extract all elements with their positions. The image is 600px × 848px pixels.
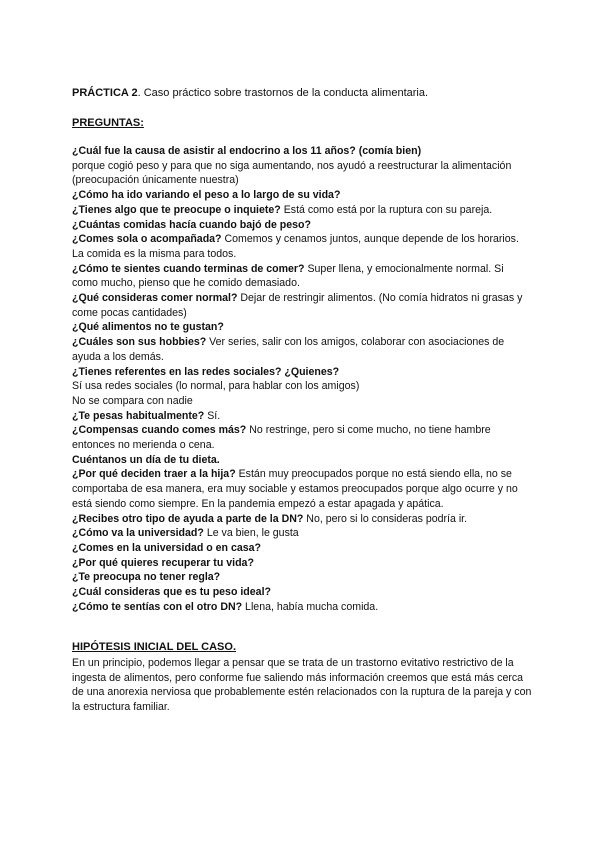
practice-subtitle: . Caso práctico sobre trastornos de la conducta alimentaria.	[137, 87, 429, 99]
question-text: ¿Recibes otro tipo de ayuda a parte de la DN?	[72, 512, 304, 525]
question-text: ¿Cuántas comidas hacía cuando bajó de peso?	[72, 218, 312, 231]
qa-item	[72, 365, 532, 380]
qa-item	[72, 423, 532, 452]
qa-item	[72, 203, 532, 218]
question-text: ¿Te preocupa no tener regla?	[72, 571, 221, 584]
questions-heading: PREGUNTAS:	[72, 117, 144, 129]
qa-item	[72, 262, 532, 291]
question-text: ¿Cómo ha ido variando el peso a lo largo de su vida?	[72, 189, 341, 202]
qa-item	[72, 467, 532, 511]
answer-text: Están muy preocupados porque no está siendo ella, no se comportaba de esa manera, era muy sociable y estamos preocupados porque algo ocurre y no está siendo como siempre. En la pandemia empezó a estar apagada y apática.	[72, 468, 518, 510]
answer-text: Le va bien, le gusta	[203, 527, 299, 540]
question-text: Cuéntanos un día de tu dieta.	[72, 453, 220, 466]
answer-text: No se compara con nadie	[72, 394, 193, 407]
qa-item	[72, 232, 532, 261]
practice-label: PRÁCTICA 2	[72, 87, 138, 99]
qa-item	[72, 159, 532, 188]
qa-item	[72, 291, 532, 320]
question-text: ¿Cuál consideras que es tu peso ideal?	[72, 586, 271, 599]
qa-item	[72, 526, 532, 541]
question-text: ¿Qué alimentos no te gustan?	[72, 321, 224, 334]
qa-item	[72, 512, 532, 527]
answer-text: Llena, había mucha comida.	[242, 600, 379, 613]
answer-text: No, pero si lo consideras podría ir.	[303, 512, 468, 525]
question-text: ¿Cómo te sientes cuando terminas de comer?	[72, 262, 305, 275]
question-text: ¿Comes en la universidad o en casa?	[72, 541, 261, 554]
qa-item	[72, 335, 532, 364]
qa-item	[72, 409, 532, 424]
qa-item	[72, 556, 532, 571]
hypothesis-heading: HIPÓTESIS INICIAL DEL CASO.	[72, 641, 237, 653]
practice-title	[72, 87, 428, 99]
qa-item	[72, 320, 532, 335]
question-text: ¿Te pesas habitualmente?	[72, 409, 205, 422]
qa-item	[72, 600, 532, 615]
answer-text: Sí.	[204, 409, 221, 422]
qa-item	[72, 541, 532, 556]
question-text: ¿Cómo te sentías con el otro DN?	[72, 600, 243, 613]
answer-text: Sí usa redes sociales (lo normal, para hablar con los amigos)	[72, 380, 360, 393]
answer-text: Ver series, salir con los amigos, colaborar con asociaciones de ayuda a los demás.	[72, 336, 505, 363]
qa-list	[72, 144, 532, 615]
qa-item	[72, 144, 532, 159]
question-text: ¿Comes sola o acompañada?	[72, 233, 222, 246]
question-text: ¿Compensas cuando comes más?	[72, 424, 247, 437]
qa-item	[72, 570, 532, 585]
answer-text: No restringe, pero si come mucho, no tiene hambre entonces no merienda o cena.	[72, 424, 491, 452]
qa-item	[72, 188, 532, 203]
qa-item	[72, 379, 532, 394]
qa-item	[72, 394, 532, 409]
question-text: ¿Tienes algo que te preocupe o inquiete?	[72, 203, 281, 216]
question-text: ¿Tienes referentes en las redes sociales? ¿Quienes?	[72, 365, 340, 378]
answer-text: porque cogió peso y para que no siga aumentando, nos ayudó a reestructurar la alimentación (preocupación únicamente nuestra)	[72, 159, 512, 187]
question-text: ¿Por qué deciden traer a la hija?	[72, 468, 236, 481]
qa-item	[72, 218, 532, 233]
hypothesis-block	[72, 656, 532, 715]
answer-text: Super llena, y emocionalmente normal. Si como mucho, pienso que he comido demasiado.	[72, 262, 504, 290]
answer-text: Está como está por la ruptura con su pareja.	[280, 203, 493, 216]
answer-text: Dejar de restringir alimentos. (No comía hidratos ni grasas y come pocas cantidades)	[72, 292, 523, 319]
qa-item	[72, 585, 532, 600]
question-text: ¿Cuáles son sus hobbies?	[72, 336, 207, 349]
question-text: ¿Qué consideras comer normal?	[72, 292, 238, 305]
question-text: ¿Cuál fue la causa de asistir al endocrino a los 11 años? (comía bien)	[72, 145, 422, 157]
hypothesis-text: En un principio, podemos llegar a pensar que se trata de un trastorno evitativo restrictivo de la ingesta de alimentos, pero conforme fue saliendo más información creemos que está más cerca de una anorexia nerviosa que probablemente estén relacionados con la ruptura de la pareja y con la estructura familiar.	[72, 657, 532, 714]
question-text: ¿Cómo va la universidad?	[72, 527, 204, 540]
qa-item	[72, 453, 532, 468]
answer-text: Comemos y cenamos juntos, aunque depende de los horarios. La comida es la misma para todos.	[72, 233, 519, 260]
question-text: ¿Por qué quieres recuperar tu vida?	[72, 556, 254, 569]
